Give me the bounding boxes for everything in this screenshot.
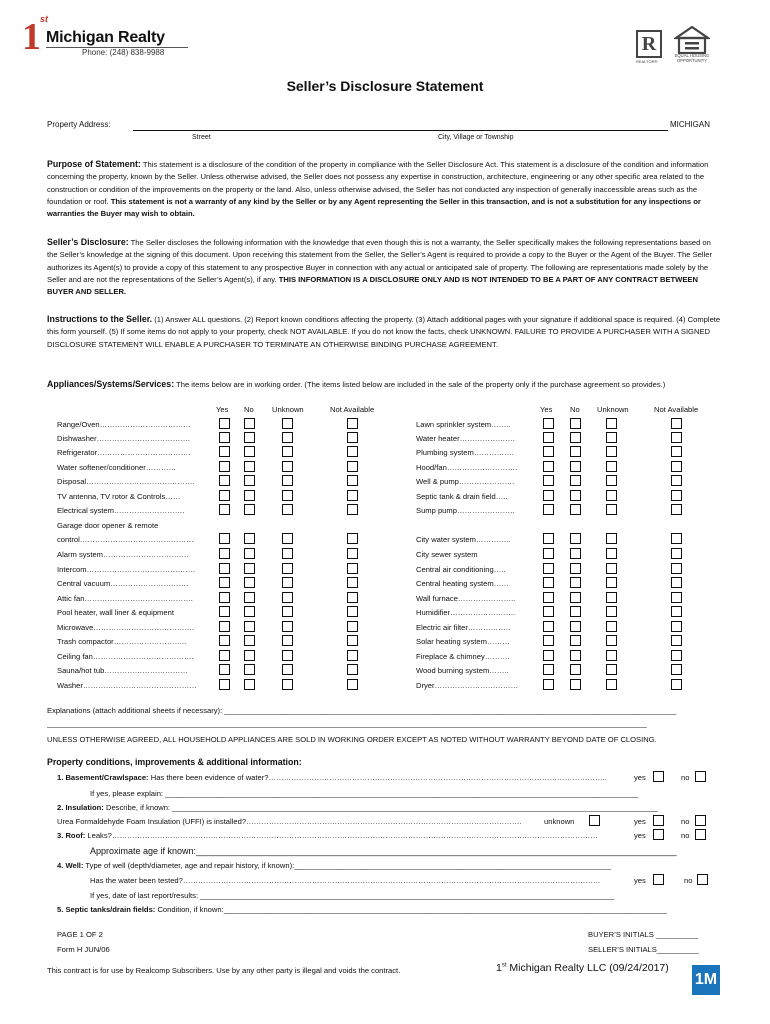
appliance-right-checkbox-na[interactable]: [671, 577, 682, 588]
property-address-field[interactable]: [133, 120, 668, 131]
appliance-right-checkbox-unknown[interactable]: [606, 664, 617, 675]
q2-uffi: Urea Formaldehyde Foam Insulation (UFFI) is installed?……………………………………………………………………………………………….: [57, 817, 522, 826]
q4-no-label: no: [684, 876, 693, 885]
appliance-left-checkbox-unknown[interactable]: [282, 664, 293, 675]
q5-text: Condition, if known:_________________________________________________________________________________________________________: [155, 905, 668, 914]
q2-insulation[interactable]: [57, 803, 722, 812]
explanations-line-2[interactable]: ______________________________________________________________________________________________________________________________________________: [47, 719, 647, 728]
appliance-right-checkbox-no[interactable]: [570, 446, 581, 457]
appliance-right-checkbox-unknown[interactable]: [606, 446, 617, 457]
appliance-right-checkbox-unknown[interactable]: [606, 418, 617, 429]
appliance-right-checkbox-yes[interactable]: [543, 446, 554, 457]
appliance-right-checkbox-unknown[interactable]: [606, 635, 617, 646]
buyers-initials[interactable]: BUYER’S INITIALS __________: [588, 930, 699, 939]
q3-no-checkbox[interactable]: [695, 829, 706, 840]
appliance-right-checkbox-unknown[interactable]: [606, 606, 617, 617]
q3-text: Leaks?…………………………………………………………………………………………………………………………………………………………………………: [85, 831, 598, 840]
appliance-left-checkbox-no[interactable]: [244, 533, 255, 544]
appliance-right-checkbox-unknown[interactable]: [606, 548, 617, 559]
appliance-left-checkbox-yes[interactable]: [219, 533, 230, 544]
appliance-left-checkbox-na[interactable]: [347, 664, 358, 675]
appliance-left-checkbox-na[interactable]: [347, 621, 358, 632]
appliance-left-checkbox-unknown[interactable]: [282, 592, 293, 603]
appliance-right-item: Sump pump…………………..: [416, 506, 515, 515]
appliance-right-checkbox-yes[interactable]: [543, 461, 554, 472]
q3-roof: [57, 831, 622, 840]
q1-no-checkbox[interactable]: [695, 771, 706, 782]
appliance-left-item: TV antenna, TV rotor & Controls……: [57, 492, 181, 501]
appliances-warranty-notice: UNLESS OTHERWISE AGREED, ALL HOUSEHOLD APPLIANCES ARE SOLD IN WORKING ORDER EXCEPT AS NOTED WITHOUT WARRANTY BEYOND DATE OF CLOSING.: [47, 735, 657, 744]
appliance-right-item: Septic tank & drain field…..: [416, 492, 508, 501]
appliance-right-checkbox-na[interactable]: [671, 548, 682, 559]
appliance-left-checkbox-unknown[interactable]: [282, 635, 293, 646]
brand-numeral: 1: [496, 962, 502, 974]
purpose-section: [47, 157, 723, 220]
appliance-right-checkbox-unknown[interactable]: [606, 563, 617, 574]
appliance-right-checkbox-yes[interactable]: [543, 664, 554, 675]
appliance-right-checkbox-no[interactable]: [570, 679, 581, 690]
appliance-right-checkbox-yes[interactable]: [543, 504, 554, 515]
purpose-heading: Purpose of Statement:: [47, 159, 141, 169]
document-title: Seller’s Disclosure Statement: [286, 78, 484, 94]
left-col-unknown: Unknown: [272, 405, 304, 414]
appliance-right-checkbox-unknown[interactable]: [606, 577, 617, 588]
q3-age[interactable]: Approximate age if known:________________________________________________________________________________________________: [90, 846, 677, 856]
appliance-left-checkbox-na[interactable]: [347, 446, 358, 457]
appliance-left-checkbox-yes[interactable]: [219, 635, 230, 646]
city-caption: City, Village or Township: [438, 134, 514, 141]
appliance-left-checkbox-no[interactable]: [244, 650, 255, 661]
phone-number: Phone: (248) 838-9988: [82, 48, 165, 57]
appliance-right-checkbox-na[interactable]: [671, 446, 682, 457]
appliance-left-item: Intercom…………………………………….: [57, 565, 195, 574]
appliance-left-item: Water softener/conditioner…………: [57, 463, 177, 472]
q4-text: Type of well (depth/diameter, age and repair history, if known):___________________________________________________________________________: [83, 861, 611, 870]
realtor-icon: R: [636, 30, 662, 58]
appliance-right-checkbox-yes[interactable]: [543, 577, 554, 588]
appliance-left-checkbox-na[interactable]: [347, 635, 358, 646]
equal-housing-icon: [674, 26, 710, 54]
sellers-initials[interactable]: SELLER’S INITIALS__________: [588, 945, 700, 954]
appliance-left-checkbox-unknown[interactable]: [282, 490, 293, 501]
appliance-left-checkbox-unknown[interactable]: [282, 533, 293, 544]
appliance-right-item: Dryer……………………………: [416, 681, 519, 690]
appliance-right-item: City sewer system: [416, 550, 478, 559]
appliance-left-checkbox-yes[interactable]: [219, 621, 230, 632]
appliance-right-checkbox-na[interactable]: [671, 650, 682, 661]
appliance-right-checkbox-unknown[interactable]: [606, 592, 617, 603]
appliance-right-checkbox-no[interactable]: [570, 664, 581, 675]
appliance-right-checkbox-no[interactable]: [570, 418, 581, 429]
q1-text: Has there been evidence of water?……………………………………………………………………………………………………………………..: [148, 773, 607, 782]
q2-no-label: no: [681, 817, 690, 826]
appliance-right-checkbox-yes[interactable]: [543, 650, 554, 661]
appliance-left-checkbox-no[interactable]: [244, 621, 255, 632]
realtor-label: REALTOR®: [636, 59, 658, 64]
appliance-right-checkbox-yes[interactable]: [543, 533, 554, 544]
appliance-left-item: Washer………………………………………: [57, 681, 197, 690]
appliance-right-checkbox-no[interactable]: [570, 533, 581, 544]
appliance-right-checkbox-yes[interactable]: [543, 606, 554, 617]
appliance-right-checkbox-no[interactable]: [570, 432, 581, 443]
appliance-right-checkbox-no[interactable]: [570, 563, 581, 574]
appliance-left-item: Alarm system…………………………….: [57, 550, 189, 559]
appliance-right-checkbox-na[interactable]: [671, 418, 682, 429]
appliance-left-checkbox-unknown[interactable]: [282, 504, 293, 515]
appliance-right-checkbox-na[interactable]: [671, 664, 682, 675]
right-col-no: No: [570, 405, 580, 414]
appliance-right-checkbox-unknown[interactable]: [606, 475, 617, 486]
q4-yes-checkbox[interactable]: [653, 874, 664, 885]
appliance-left-checkbox-unknown[interactable]: [282, 679, 293, 690]
appliance-left-checkbox-na[interactable]: [347, 418, 358, 429]
appliance-right-checkbox-unknown[interactable]: [606, 533, 617, 544]
appliance-left-item: Ceiling fan………………………………….: [57, 652, 194, 661]
brand-text: Michigan Realty LLC (09/24/2017): [506, 962, 669, 974]
appliance-left-checkbox-yes[interactable]: [219, 432, 230, 443]
explanations-line[interactable]: Explanations (attach additional sheets if necessary): ___________________________________________________________________________________________________________: [47, 706, 677, 715]
equal-housing-label: EQUAL HOUSING OPPORTUNITY: [674, 53, 710, 63]
right-col-unknown: Unknown: [597, 405, 629, 414]
appliance-left-checkbox-yes[interactable]: [219, 592, 230, 603]
appliance-left-item: Garage door opener & remote: [57, 521, 159, 530]
appliance-right-checkbox-unknown[interactable]: [606, 432, 617, 443]
logo-superscript: st: [40, 14, 49, 24]
appliance-left-checkbox-yes[interactable]: [219, 650, 230, 661]
appliance-left-checkbox-no[interactable]: [244, 664, 255, 675]
appliance-left-item: Electrical system……………………….: [57, 506, 185, 515]
appliance-right-item: Solar heating system………: [416, 637, 510, 646]
appliance-left-item: Attic fan…………………………………….: [57, 594, 193, 603]
appliance-right-item: Humidifier……………………..: [416, 608, 516, 617]
appliance-right-checkbox-yes[interactable]: [543, 592, 554, 603]
sellers-disclosure-section: [47, 235, 723, 298]
appliance-right-checkbox-yes[interactable]: [543, 621, 554, 632]
appliance-left-checkbox-unknown[interactable]: [282, 548, 293, 559]
appliance-left-item: Range/Oven………………………………: [57, 420, 191, 429]
appliance-left-checkbox-na[interactable]: [347, 592, 358, 603]
appliance-right-item: Water heater………………….: [416, 434, 515, 443]
right-col-yes: Yes: [540, 405, 553, 414]
appliance-right-checkbox-no[interactable]: [570, 504, 581, 515]
appliance-left-item: Central vacuum………………………….: [57, 579, 189, 588]
appliance-left-item: Trash compactor………………………..: [57, 637, 187, 646]
appliance-right-item: City water system…………..: [416, 535, 511, 544]
appliance-right-checkbox-unknown[interactable]: [606, 679, 617, 690]
appliance-right-item: Central heating system……: [416, 579, 509, 588]
appliance-left-checkbox-yes[interactable]: [219, 446, 230, 457]
q5-label: 5. Septic tanks/drain fields:: [57, 905, 156, 914]
appliance-right-checkbox-yes[interactable]: [543, 490, 554, 501]
appliance-left-checkbox-unknown[interactable]: [282, 418, 293, 429]
appliance-left-item: Sauna/hot tub……………………………: [57, 666, 188, 675]
appliance-right-item: Lawn sprinkler system……..: [416, 420, 511, 429]
appliance-right-item: Fireplace & chimney……….: [416, 652, 510, 661]
right-col-not-available: Not Available: [654, 405, 699, 414]
brand-footer: [496, 962, 669, 975]
appliance-left-checkbox-yes[interactable]: [219, 461, 230, 472]
appliance-right-checkbox-yes[interactable]: [543, 548, 554, 559]
street-caption: Street: [192, 134, 211, 141]
q2-no-checkbox[interactable]: [695, 815, 706, 826]
appliance-right-checkbox-na[interactable]: [671, 606, 682, 617]
appliance-left-checkbox-na[interactable]: [347, 650, 358, 661]
brand-superscript: st: [501, 962, 507, 969]
logo-name: Michigan Realty: [46, 29, 165, 46]
appliance-right-checkbox-na[interactable]: [671, 533, 682, 544]
q1-yes-checkbox[interactable]: [653, 771, 664, 782]
appliance-left-checkbox-yes[interactable]: [219, 490, 230, 501]
q5-septic[interactable]: [57, 905, 722, 914]
appliance-right-checkbox-na[interactable]: [671, 432, 682, 443]
appliance-right-checkbox-yes[interactable]: [543, 635, 554, 646]
appliance-left-checkbox-no[interactable]: [244, 504, 255, 515]
appliance-right-item: Hood/fan……………………….: [416, 463, 518, 472]
q3-no-label: no: [681, 831, 690, 840]
appliance-left-checkbox-na[interactable]: [347, 461, 358, 472]
appliance-right-checkbox-unknown[interactable]: [606, 650, 617, 661]
q3-yes-label: yes: [634, 831, 646, 840]
q3-yes-checkbox[interactable]: [653, 829, 664, 840]
q2-unknown-checkbox[interactable]: [589, 815, 600, 826]
q2-unknown-label: unknown: [544, 817, 575, 826]
appliance-left-checkbox-no[interactable]: [244, 606, 255, 617]
appliance-left-checkbox-no[interactable]: [244, 490, 255, 501]
appliance-left-checkbox-no[interactable]: [244, 432, 255, 443]
property-address-label: Property Address:: [47, 120, 111, 129]
appliance-left-checkbox-na[interactable]: [347, 504, 358, 515]
purpose-bold-text: This statement is not a warranty of any kind by the Seller or by any Agent representing the Seller in this transaction, and is not a substitution for any inspections or warranties the Buyer may wish to obtain.: [47, 196, 701, 219]
appliance-left-checkbox-no[interactable]: [244, 635, 255, 646]
left-col-yes: Yes: [216, 405, 229, 414]
appliance-left-item: Dishwasher……………………………….: [57, 434, 190, 443]
appliance-left-checkbox-na[interactable]: [347, 432, 358, 443]
appliance-left-checkbox-no[interactable]: [244, 577, 255, 588]
appliance-right-checkbox-unknown[interactable]: [606, 490, 617, 501]
appliance-left-checkbox-unknown[interactable]: [282, 475, 293, 486]
appliance-left-item: Disposal…………………………………….: [57, 477, 195, 486]
appliance-right-checkbox-no[interactable]: [570, 650, 581, 661]
appliance-left-checkbox-yes[interactable]: [219, 418, 230, 429]
sellers-disclosure-heading: Seller’s Disclosure:: [47, 237, 129, 247]
appliance-left-checkbox-yes[interactable]: [219, 563, 230, 574]
appliance-left-checkbox-no[interactable]: [244, 548, 255, 559]
appliance-left-checkbox-yes[interactable]: [219, 475, 230, 486]
appliance-left-checkbox-unknown[interactable]: [282, 606, 293, 617]
left-col-no: No: [244, 405, 254, 414]
appliance-right-checkbox-na[interactable]: [671, 621, 682, 632]
q4-well[interactable]: [57, 861, 722, 870]
appliance-left-checkbox-na[interactable]: [347, 679, 358, 690]
appliance-left-checkbox-no[interactable]: [244, 679, 255, 690]
appliance-right-item: Plumbing system…………….: [416, 448, 514, 457]
appliance-right-checkbox-yes[interactable]: [543, 475, 554, 486]
appliance-right-checkbox-na[interactable]: [671, 504, 682, 515]
appliance-left-checkbox-na[interactable]: [347, 563, 358, 574]
appliance-left-checkbox-na[interactable]: [347, 606, 358, 617]
q1-yes-label: yes: [634, 773, 646, 782]
appliance-left-checkbox-yes[interactable]: [219, 664, 230, 675]
appliance-right-checkbox-na[interactable]: [671, 461, 682, 472]
q2-yes-checkbox[interactable]: [653, 815, 664, 826]
appliance-right-item: Central air conditioning…..: [416, 565, 506, 574]
appliance-left-item: control………………………………………: [57, 535, 194, 544]
appliances-heading: Appliances/Systems/Services:: [47, 379, 175, 389]
sellers-disclosure-text: The Seller discloses the following information with the knowledge that even though this is not a warranty, the Seller specifically makes the following representations based on the Seller’s knowledge at the signing of this document. Upon receiving this statement from the Seller, the Seller’s Agent is required to provide a copy to the Buyer or the Agent of the Buyer. The Seller authorizes its Agent(s) to provide a copy of this statement to any prospective Buyer in connection with any actual or anticipated sale of property. The following are representations made solely by the Seller and are not the representations of the Seller’s Agent(s), if any.: [47, 238, 712, 284]
appliance-left-checkbox-na[interactable]: [347, 577, 358, 588]
appliance-left-checkbox-na[interactable]: [347, 548, 358, 559]
q4-no-checkbox[interactable]: [697, 874, 708, 885]
q4-results[interactable]: If yes, date of last report/results: __________________________________________________________________________________________________: [90, 891, 615, 900]
appliance-left-checkbox-no[interactable]: [244, 418, 255, 429]
appliance-right-checkbox-unknown[interactable]: [606, 504, 617, 515]
appliance-left-checkbox-unknown[interactable]: [282, 621, 293, 632]
appliance-left-checkbox-unknown[interactable]: [282, 432, 293, 443]
appliance-right-checkbox-yes[interactable]: [543, 679, 554, 690]
appliance-left-checkbox-yes[interactable]: [219, 606, 230, 617]
appliances-section: [47, 377, 723, 391]
appliance-left-checkbox-na[interactable]: [347, 475, 358, 486]
appliance-right-checkbox-na[interactable]: [671, 490, 682, 501]
appliance-right-checkbox-no[interactable]: [570, 635, 581, 646]
left-col-not-available: Not Available: [330, 405, 375, 414]
form-id: Form H JUN/06: [57, 945, 110, 954]
property-state: MICHIGAN: [670, 120, 710, 129]
appliance-left-checkbox-na[interactable]: [347, 490, 358, 501]
appliance-right-checkbox-unknown[interactable]: [606, 621, 617, 632]
appliance-right-item: Wood burning system……..: [416, 666, 509, 675]
instructions-section: [47, 312, 723, 351]
appliance-right-checkbox-no[interactable]: [570, 475, 581, 486]
q3-label: 3. Roof:: [57, 831, 86, 840]
appliance-right-checkbox-no[interactable]: [570, 490, 581, 501]
appliance-right-checkbox-no[interactable]: [570, 621, 581, 632]
appliance-right-item: Electric air filter……………..: [416, 623, 511, 632]
appliance-left-checkbox-unknown[interactable]: [282, 446, 293, 457]
appliance-left-checkbox-no[interactable]: [244, 475, 255, 486]
appliance-left-item: Microwave………………………………….: [57, 623, 195, 632]
appliance-right-checkbox-na[interactable]: [671, 475, 682, 486]
company-logo: [20, 14, 195, 60]
purpose-text: This statement is a disclosure of the condition of the property in compliance with the Seller Disclosure Act. This statement is a disclosure of the condition and information concerning the property, known by the Seller. Unless otherwise advised, the Seller does not possess any expertise in construction, architecture, engineering or any other specific area related to the construction or condition of the improvements on the property or the land. Also, unless otherwise advised, the Seller has not conducted any inspection of generally inaccessible areas such as the foundation or roof.: [47, 160, 709, 206]
sellers-disclosure-bold-text: THIS INFORMATION IS A DISCLOSURE ONLY AND IS NOT INTENDED TO BE A PART OF ANY CONTRACT BETWEEN BUYER AND SELLER.: [47, 274, 698, 297]
appliance-right-checkbox-na[interactable]: [671, 679, 682, 690]
appliance-left-checkbox-no[interactable]: [244, 563, 255, 574]
property-conditions-heading: Property conditions, improvements & additional information:: [47, 757, 302, 767]
appliance-left-checkbox-yes[interactable]: [219, 577, 230, 588]
appliance-right-checkbox-no[interactable]: [570, 577, 581, 588]
appliance-right-checkbox-na[interactable]: [671, 592, 682, 603]
appliance-right-checkbox-yes[interactable]: [543, 432, 554, 443]
appliance-left-checkbox-unknown[interactable]: [282, 563, 293, 574]
instructions-heading: Instructions to the Seller.: [47, 314, 153, 324]
q1-label: 1. Basement/Crawlspace:: [57, 773, 149, 782]
q1-explain[interactable]: If yes, please explain: ________________________________________________________________________________________________________________: [90, 789, 639, 798]
appliance-left-item: Pool heater, wall liner & equipment: [57, 608, 174, 617]
appliances-text: The items below are in working order. (The items listed below are included in the sale of the property only if the purchase agreement so provides.): [174, 380, 666, 389]
appliance-left-item: Refrigerator……………………………….: [57, 448, 191, 457]
appliance-left-checkbox-unknown[interactable]: [282, 577, 293, 588]
1m-logo-icon: 1M: [692, 965, 720, 995]
usage-notice: This contract is for use by Realcomp Subscribers. Use by any other party is illegal and voids the contract.: [47, 966, 401, 975]
appliance-right-checkbox-na[interactable]: [671, 563, 682, 574]
appliance-right-item: Wall furnace…………………..: [416, 594, 516, 603]
q4-tested: Has the water been tested?…………………………………………………………………………………………………………………………………………………: [90, 876, 601, 885]
appliance-left-checkbox-yes[interactable]: [219, 548, 230, 559]
appliance-left-checkbox-yes[interactable]: [219, 679, 230, 690]
appliance-left-checkbox-no[interactable]: [244, 446, 255, 457]
instructions-text: (1) Answer ALL questions. (2) Report known conditions affecting the property. (3) Attach additional pages with your signature if additional space is required. (4) Complete this form yourself. (5) If some items do not apply to your property, check NOT AVAILABLE. If you do not know the facts, check UNKNOWN. FAILURE TO PROVIDE A PURCHASER WITH A SIGNED DISCLOSURE STATEMENT WILL ENABLE A PURCHASER TO TERMINATE AN OTHERWISE BINDING PURCHASE AGREEMENT.: [47, 315, 721, 349]
affiliation-badges: [636, 26, 726, 66]
appliance-left-checkbox-unknown[interactable]: [282, 650, 293, 661]
appliance-right-checkbox-no[interactable]: [570, 548, 581, 559]
page-number: PAGE 1 OF 2: [57, 930, 103, 939]
appliance-left-checkbox-yes[interactable]: [219, 504, 230, 515]
appliance-left-checkbox-no[interactable]: [244, 461, 255, 472]
q2-yes-label: yes: [634, 817, 646, 826]
appliance-right-checkbox-no[interactable]: [570, 461, 581, 472]
appliance-right-checkbox-no[interactable]: [570, 592, 581, 603]
appliance-right-checkbox-no[interactable]: [570, 606, 581, 617]
appliance-left-checkbox-no[interactable]: [244, 592, 255, 603]
appliance-right-checkbox-na[interactable]: [671, 635, 682, 646]
appliance-right-checkbox-yes[interactable]: [543, 563, 554, 574]
q1-basement: [57, 773, 617, 782]
q1-no-label: no: [681, 773, 690, 782]
q2-text: Describe, if known: ___________________________________________________________________________________________________________________: [103, 803, 658, 812]
appliance-right-checkbox-unknown[interactable]: [606, 461, 617, 472]
q4-label: 4. Well:: [57, 861, 84, 870]
appliance-left-checkbox-unknown[interactable]: [282, 461, 293, 472]
logo-numeral: 1: [22, 16, 41, 58]
appliance-right-checkbox-yes[interactable]: [543, 418, 554, 429]
q2-label: 2. Insulation:: [57, 803, 104, 812]
q4-yes-label: yes: [634, 876, 646, 885]
appliance-right-item: Well & pump………………….: [416, 477, 515, 486]
appliance-left-checkbox-na[interactable]: [347, 533, 358, 544]
